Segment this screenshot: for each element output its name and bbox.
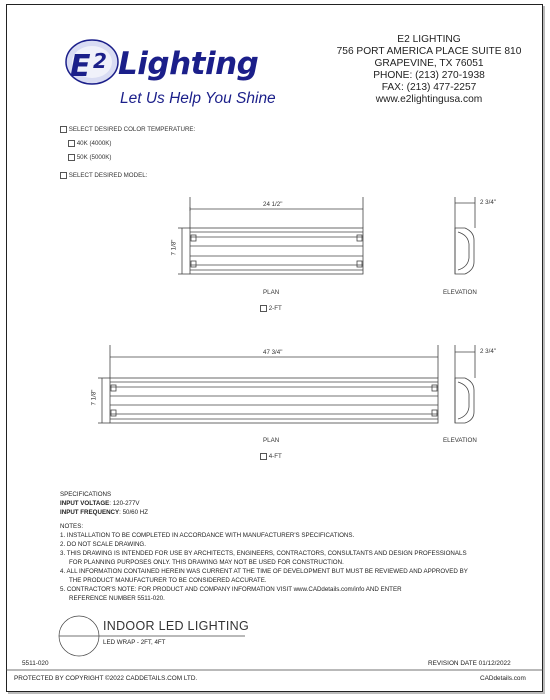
tagline: Let Us Help You Shine — [120, 90, 276, 107]
input-voltage-value: : 120-277V — [109, 500, 140, 507]
option-4ft-label: 4-FT — [268, 453, 282, 461]
model-checkbox[interactable] — [60, 172, 67, 179]
note-2: 2. DO NOT SCALE DRAWING. — [60, 541, 146, 548]
dim-4ft-depth: 2 3/4" — [480, 348, 496, 355]
company-city: GRAPEVINE, TX 76051 — [374, 58, 484, 69]
option-2ft-checkbox[interactable] — [260, 305, 267, 312]
option-4ft — [260, 453, 282, 460]
dim-2ft-height: 7 1/8" — [170, 239, 178, 256]
color-50k-label: 50K (5000K) — [76, 154, 112, 162]
note-3: 3. THIS DRAWING IS INTENDED FOR USE BY ARCHITECTS, ENGINEERS, CONTRACTORS, CONSULTANTS AND DESIGN PROFESSIONALS — [60, 550, 467, 557]
note-5: 5. CONTRACTOR'S NOTE: FOR PRODUCT AND COMPANY INFORMATION VISIT www.CADdetails.com/info AND ENTER — [60, 586, 402, 593]
company-info — [318, 34, 540, 106]
specifications-title: SPECIFICATIONS — [60, 491, 112, 498]
input-frequency-value: : 50/60 HZ — [119, 509, 149, 516]
color-50k-checkbox[interactable] — [68, 154, 75, 161]
drawing-subtitle: LED WRAP - 2FT, 4FT — [103, 639, 166, 646]
logo-wordmark: Lighting — [118, 46, 259, 82]
color-temp-checkbox[interactable] — [60, 126, 67, 133]
color-40k-checkbox[interactable] — [68, 140, 75, 147]
company-address: 756 PORT AMERICA PLACE SUITE 810 — [336, 46, 522, 57]
plan-2ft-label: PLAN — [263, 289, 280, 296]
company-phone: PHONE: (213) 270-1938 — [373, 70, 485, 81]
note-4-cont: THE PRODUCT MANUFACTURER TO BE CONSIDERED ACCURATE. — [69, 577, 267, 584]
company-fax: FAX: (213) 477-2257 — [381, 82, 477, 93]
elevation-4ft-drawing — [455, 345, 475, 423]
color-temp-row — [60, 126, 195, 133]
option-2ft — [260, 305, 282, 312]
color-temp-label: SELECT DESIRED COLOR TEMPERATURE: — [68, 126, 196, 134]
e2-logo-mark — [66, 40, 118, 84]
notes-title: NOTES: — [60, 523, 84, 530]
color-option-40k — [68, 140, 111, 147]
dim-2ft-depth: 2 3/4" — [480, 199, 496, 206]
svg-text:E: E — [70, 49, 91, 84]
note-4: 4. ALL INFORMATION CONTAINED HEREIN WAS CURRENT AT THE TIME OF DEVELOPMENT BUT MUST BE REVIEWED AND APPROVED BY — [60, 568, 468, 575]
plan-4ft-drawing — [98, 345, 438, 423]
model-label: SELECT DESIRED MODEL: — [68, 172, 148, 180]
dim-2ft-width: 24 1/2" — [263, 201, 283, 208]
company-name: E2 LIGHTING — [397, 34, 461, 45]
input-frequency-label: INPUT FREQUENCY — [60, 509, 120, 516]
drawing-title: INDOOR LED LIGHTING — [103, 619, 249, 633]
elevation-2ft-label: ELEVATION — [443, 289, 477, 296]
plan-4ft-label: PLAN — [263, 437, 280, 444]
option-4ft-checkbox[interactable] — [260, 453, 267, 460]
note-3-cont: FOR PLANNING PURPOSES ONLY. THIS DRAWING MAY NOT BE USED FOR CONSTRUCTION. — [69, 559, 344, 566]
caddetails-link[interactable]: CADdetails.com — [480, 675, 526, 682]
dim-4ft-width: 47 3/4" — [263, 349, 283, 356]
reference-number: 5511-020 — [22, 660, 49, 667]
plan-2ft-drawing — [178, 197, 363, 274]
color-40k-label: 40K (4000K) — [76, 140, 112, 148]
copyright-notice: PROTECTED BY COPYRIGHT ©2022 CADDETAILS.COM LTD. — [14, 675, 198, 682]
spec-input-frequency — [60, 509, 148, 516]
elevation-2ft-drawing — [455, 197, 475, 274]
company-website[interactable]: www.e2lightingusa.com — [375, 94, 483, 105]
elevation-4ft-label: ELEVATION — [443, 437, 477, 444]
note-1: 1. INSTALLATION TO BE COMPLETED IN ACCORDANCE WITH MANUFACTURER'S SPECIFICATIONS. — [60, 532, 355, 539]
color-option-50k — [68, 154, 111, 161]
input-voltage-label: INPUT VOLTAGE — [60, 500, 110, 507]
svg-text:2: 2 — [93, 49, 107, 73]
spec-input-voltage — [60, 500, 140, 507]
model-row — [60, 172, 147, 179]
revision-date: REVISION DATE 01/12/2022 — [428, 660, 511, 667]
note-5-cont: REFERENCE NUMBER 5511-020. — [69, 595, 165, 602]
dim-4ft-height: 7 1/8" — [90, 389, 98, 406]
option-2ft-label: 2-FT — [268, 305, 282, 313]
